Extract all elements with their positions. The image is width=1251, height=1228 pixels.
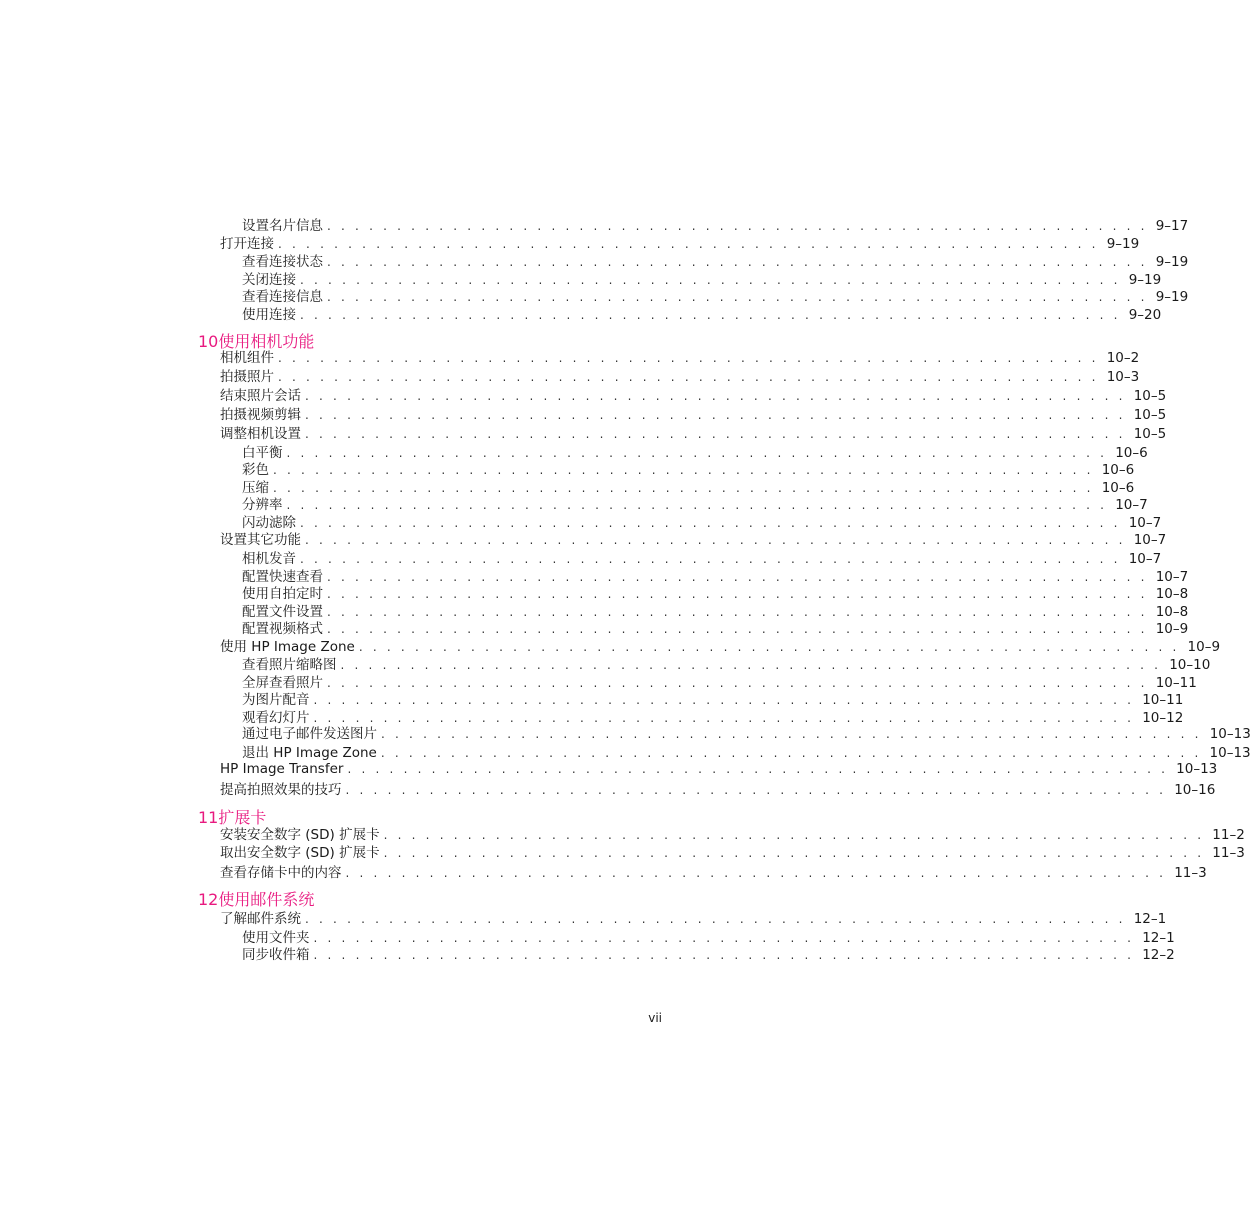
toc-entry-title: 使用连接	[242, 307, 296, 323]
dot-leader: . . . . . . . . . . . . . . . . . . . . . . . . . . . . . . . . . . . . . . . . . . . . . . . . . . . . . . . . . . .	[305, 389, 1126, 403]
toc-entry	[220, 425, 1167, 443]
toc-entry	[242, 288, 1189, 306]
dot-leader: . . . . . . . . . . . . . . . . . . . . . . . . . . . . . . . . . . . . . . . . . . . . . . . . . . . . . . . . . . .	[305, 533, 1126, 547]
toc-entry	[242, 444, 1148, 462]
dot-leader: . . . . . . . . . . . . . . . . . . . . . . . . . . . . . . . . . . . . . . . . . . . . . . . . . . . . . . . . . . .	[305, 912, 1126, 926]
dot-leader: . . . . . . . . . . . . . . . . . . . . . . . . . . . . . . . . . . . . . . . . . . . . . . . . . . . . . . . . . . .	[327, 290, 1148, 304]
toc-entry	[242, 550, 1162, 568]
toc-entry-page: 10–6	[1101, 480, 1135, 496]
toc-entry-title: 使用 HP Image Zone	[220, 639, 355, 655]
toc-entry-title: 拍摄照片	[220, 369, 274, 385]
toc-entry-page: 9–20	[1128, 307, 1162, 323]
dot-leader: . . . . . . . . . . . . . . . . . . . . . . . . . . . . . . . . . . . . . . . . . . . . . . . . . . . . . . . . . . .	[305, 427, 1126, 441]
toc-entry-page: 10–5	[1133, 407, 1167, 423]
toc-entry	[220, 826, 1245, 844]
dot-leader: . . . . . . . . . . . . . . . . . . . . . . . . . . . . . . . . . . . . . . . . . . . . . . . . . . . . . . . . . . .	[300, 273, 1121, 287]
toc-entry-title: 配置文件设置	[242, 604, 323, 620]
toc-entry	[220, 368, 1140, 386]
toc-entry-title: 使用文件夹	[242, 930, 310, 946]
toc-entry-page: 10–11	[1155, 675, 1197, 691]
toc-entry	[242, 217, 1189, 235]
toc-entry	[220, 235, 1140, 253]
toc-entry	[242, 946, 1175, 964]
toc-entry-page: 12–1	[1133, 911, 1167, 927]
toc-entry-page: 10–6	[1115, 445, 1148, 461]
toc-entry	[242, 620, 1189, 638]
toc-entry-page: 9–19	[1155, 254, 1189, 270]
toc-entry	[242, 479, 1135, 497]
toc-entry-title: 查看照片缩略图	[242, 657, 337, 673]
dot-leader: . . . . . . . . . . . . . . . . . . . . . . . . . . . . . . . . . . . . . . . . . . . . . . . . . . . . . . . . . . .	[300, 516, 1121, 530]
dot-leader: . . . . . . . . . . . . . . . . . . . . . . . . . . . . . . . . . . . . . . . . . . . . . . . . . . . . . . . . . . .	[380, 746, 1202, 760]
toc-entry-page: 9–19	[1155, 289, 1189, 305]
toc-entry	[220, 638, 1221, 656]
toc-entry-title: HP Image Transfer	[220, 761, 344, 777]
dot-leader: . . . . . . . . . . . . . . . . . . . . . . . . . . . . . . . . . . . . . . . . . . . . . . . . . . . . . . . . . . .	[383, 846, 1205, 860]
dot-leader: . . . . . . . . . . . . . . . . . . . . . . . . . . . . . . . . . . . . . . . . . . . . . . . . . . . . . . . . . . .	[347, 762, 1169, 776]
toc-entry-title: 全屏查看照片	[242, 675, 323, 691]
dot-leader: . . . . . . . . . . . . . . . . . . . . . . . . . . . . . . . . . . . . . . . . . . . . . . . . . . . . . . . . . . .	[273, 481, 1094, 495]
toc-entry-page: 9–19	[1106, 236, 1140, 252]
toc-entry-page: 10–5	[1133, 426, 1167, 442]
dot-leader: . . . . . . . . . . . . . . . . . . . . . . . . . . . . . . . . . . . . . . . . . . . . . . . . . . . . . . . . . . .	[278, 370, 1099, 384]
dot-leader: . . . . . . . . . . . . . . . . . . . . . . . . . . . . . . . . . . . . . . . . . . . . . . . . . . . . . . . . . . .	[286, 498, 1108, 512]
dot-leader: . . . . . . . . . . . . . . . . . . . . . . . . . . . . . . . . . . . . . . . . . . . . . . . . . . . . . . . . . . .	[383, 828, 1205, 842]
dot-leader: . . . . . . . . . . . . . . . . . . . . . . . . . . . . . . . . . . . . . . . . . . . . . . . . . . . . . . . . . . .	[300, 308, 1121, 322]
toc-entry-title: 查看存储卡中的内容	[220, 865, 342, 881]
toc-entry-title: 同步收件箱	[242, 947, 310, 963]
toc-entry-page: 10–9	[1187, 639, 1221, 655]
toc-entry	[242, 691, 1184, 709]
toc-entry-page: 10–8	[1155, 586, 1189, 602]
toc-entry-page: 10–10	[1169, 657, 1211, 673]
toc-entry	[242, 496, 1148, 514]
dot-leader: . . . . . . . . . . . . . . . . . . . . . . . . . . . . . . . . . . . . . . . . . . . . . . . . . . . . . . . . . . .	[313, 931, 1135, 945]
toc-entry-title: 退出 HP Image Zone	[242, 745, 377, 761]
toc-entry-title: 配置视频格式	[242, 621, 323, 637]
toc-entry-page: 10–7	[1133, 532, 1167, 548]
toc-entry-title: 调整相机设置	[220, 426, 301, 442]
toc-entry-title: 分辨率	[242, 497, 283, 513]
dot-leader: . . . . . . . . . . . . . . . . . . . . . . . . . . . . . . . . . . . . . . . . . . . . . . . . . . . . . . . . . . .	[278, 351, 1099, 365]
toc-entry-page: 10–13	[1209, 745, 1251, 761]
toc-entry-page: 10–11	[1142, 692, 1184, 708]
chapter-heading: 12使用邮件系统	[198, 890, 315, 909]
toc-entry-title: 设置其它功能	[220, 532, 301, 548]
toc-entry-title: 关闭连接	[242, 272, 296, 288]
toc-entry	[242, 725, 1251, 743]
chapter-heading: 10使用相机功能	[198, 332, 315, 351]
dot-leader: . . . . . . . . . . . . . . . . . . . . . . . . . . . . . . . . . . . . . . . . . . . . . . . . . . . . . . . . . . .	[273, 463, 1094, 477]
toc-entry-page: 11–3	[1212, 845, 1245, 861]
toc-entry	[242, 306, 1162, 324]
toc-entry	[242, 929, 1175, 947]
toc-entry-title: 拍摄视频剪辑	[220, 407, 301, 423]
dot-leader: . . . . . . . . . . . . . . . . . . . . . . . . . . . . . . . . . . . . . . . . . . . . . . . . . . . . . . . . . . .	[340, 658, 1162, 672]
toc-entry-page: 11–2	[1212, 827, 1245, 843]
toc-entry	[220, 387, 1167, 405]
toc-entry-page: 10–13	[1209, 726, 1251, 742]
toc-entry-page: 10–2	[1106, 350, 1140, 366]
toc-entry-page: 10–7	[1128, 515, 1162, 531]
toc-entry	[242, 461, 1135, 479]
toc-entry-title: 彩色	[242, 462, 269, 478]
toc-entry-title: 白平衡	[242, 445, 283, 461]
toc-entry	[220, 349, 1140, 367]
dot-leader: . . . . . . . . . . . . . . . . . . . . . . . . . . . . . . . . . . . . . . . . . . . . . . . . . . . . . . . . . . .	[345, 866, 1167, 880]
toc-entry-title: 查看连接状态	[242, 254, 323, 270]
dot-leader: . . . . . . . . . . . . . . . . . . . . . . . . . . . . . . . . . . . . . . . . . . . . . . . . . . . . . . . . . . .	[313, 711, 1135, 725]
toc-entry-title: 相机发音	[242, 551, 296, 567]
toc-entry	[220, 406, 1167, 424]
toc-entry-page: 10–7	[1128, 551, 1162, 567]
toc-entry-title: 配置快速查看	[242, 569, 323, 585]
toc-entry-page: 10–13	[1176, 761, 1218, 777]
toc-entry-title: 安装安全数字 (SD) 扩展卡	[220, 827, 380, 843]
toc-entry	[242, 568, 1189, 586]
toc-entry-page: 10–7	[1155, 569, 1189, 585]
toc-entry-title: 通过电子邮件发送图片	[242, 726, 377, 742]
dot-leader: . . . . . . . . . . . . . . . . . . . . . . . . . . . . . . . . . . . . . . . . . . . . . . . . . . . . . . . . . . .	[327, 622, 1148, 636]
toc-entry	[242, 656, 1211, 674]
toc-entry-title: 闪动滤除	[242, 515, 296, 531]
toc-entry-page: 9–17	[1155, 218, 1189, 234]
toc-entry	[242, 253, 1189, 271]
toc-entry-title: 使用自拍定时	[242, 586, 323, 602]
toc-entry	[242, 271, 1162, 289]
dot-leader: . . . . . . . . . . . . . . . . . . . . . . . . . . . . . . . . . . . . . . . . . . . . . . . . . . . . . . . . . . .	[313, 948, 1135, 962]
toc-entry-title: 打开连接	[220, 236, 274, 252]
dot-leader: . . . . . . . . . . . . . . . . . . . . . . . . . . . . . . . . . . . . . . . . . . . . . . . . . . . . . . . . . . .	[327, 676, 1148, 690]
toc-entry-title: 提高拍照效果的技巧	[220, 782, 342, 798]
toc-entry-title: 取出安全数字 (SD) 扩展卡	[220, 845, 380, 861]
toc-entry-title: 观看幻灯片	[242, 710, 310, 726]
dot-leader: . . . . . . . . . . . . . . . . . . . . . . . . . . . . . . . . . . . . . . . . . . . . . . . . . . . . . . . . . . .	[313, 693, 1135, 707]
toc-entry-page: 12–2	[1142, 947, 1175, 963]
dot-leader: . . . . . . . . . . . . . . . . . . . . . . . . . . . . . . . . . . . . . . . . . . . . . . . . . . . . . . . . . . .	[345, 783, 1167, 797]
dot-leader: . . . . . . . . . . . . . . . . . . . . . . . . . . . . . . . . . . . . . . . . . . . . . . . . . . . . . . . . . . .	[327, 570, 1148, 584]
toc-entry	[242, 603, 1189, 621]
toc-entry-title: 为图片配音	[242, 692, 310, 708]
toc-entry	[220, 844, 1245, 862]
toc-entry-page: 10–8	[1155, 604, 1189, 620]
dot-leader: . . . . . . . . . . . . . . . . . . . . . . . . . . . . . . . . . . . . . . . . . . . . . . . . . . . . . . . . . . .	[327, 605, 1148, 619]
page-number: vii	[648, 1011, 662, 1025]
toc-entry-page: 10–7	[1115, 497, 1148, 513]
chapter-heading: 11扩展卡	[198, 808, 267, 827]
dot-leader: . . . . . . . . . . . . . . . . . . . . . . . . . . . . . . . . . . . . . . . . . . . . . . . . . . . . . . . . . . .	[327, 587, 1148, 601]
toc-entry-page: 10–5	[1133, 388, 1167, 404]
toc-entry-title: 查看连接信息	[242, 289, 323, 305]
toc-entry-title: 压缩	[242, 480, 269, 496]
toc-entry	[242, 585, 1189, 603]
toc-entry	[220, 910, 1167, 928]
toc-entry-page: 11–3	[1174, 865, 1207, 881]
toc-entry	[242, 674, 1197, 692]
toc-entry-title: 相机组件	[220, 350, 274, 366]
dot-leader: . . . . . . . . . . . . . . . . . . . . . . . . . . . . . . . . . . . . . . . . . . . . . . . . . . . . . . . . . . .	[278, 237, 1099, 251]
dot-leader: . . . . . . . . . . . . . . . . . . . . . . . . . . . . . . . . . . . . . . . . . . . . . . . . . . . . . . . . . . .	[286, 446, 1108, 460]
dot-leader: . . . . . . . . . . . . . . . . . . . . . . . . . . . . . . . . . . . . . . . . . . . . . . . . . . . . . . . . . . .	[300, 552, 1121, 566]
toc-entry	[220, 531, 1167, 549]
dot-leader: . . . . . . . . . . . . . . . . . . . . . . . . . . . . . . . . . . . . . . . . . . . . . . . . . . . . . . . . . . .	[327, 219, 1148, 233]
dot-leader: . . . . . . . . . . . . . . . . . . . . . . . . . . . . . . . . . . . . . . . . . . . . . . . . . . . . . . . . . . .	[358, 640, 1180, 654]
dot-leader: . . . . . . . . . . . . . . . . . . . . . . . . . . . . . . . . . . . . . . . . . . . . . . . . . . . . . . . . . . .	[305, 408, 1126, 422]
toc-entry-page: 10–12	[1142, 710, 1184, 726]
dot-leader: . . . . . . . . . . . . . . . . . . . . . . . . . . . . . . . . . . . . . . . . . . . . . . . . . . . . . . . . . . .	[381, 727, 1202, 741]
toc-entry-title: 结束照片会话	[220, 388, 301, 404]
toc-entry	[220, 760, 1218, 778]
toc-entry-page: 10–9	[1155, 621, 1189, 637]
toc-entry-page: 12–1	[1142, 930, 1175, 946]
toc-entry	[242, 514, 1162, 532]
toc-entry-page: 10–6	[1101, 462, 1135, 478]
dot-leader: . . . . . . . . . . . . . . . . . . . . . . . . . . . . . . . . . . . . . . . . . . . . . . . . . . . . . . . . . . .	[327, 255, 1148, 269]
toc-entry-page: 9–19	[1128, 272, 1162, 288]
toc-entry-page: 10–16	[1174, 782, 1216, 798]
toc-entry-page: 10–3	[1106, 369, 1140, 385]
toc-entry-title: 设置名片信息	[242, 218, 323, 234]
toc-entry-title: 了解邮件系统	[220, 911, 301, 927]
toc-entry	[220, 864, 1207, 882]
toc-entry	[220, 781, 1216, 799]
